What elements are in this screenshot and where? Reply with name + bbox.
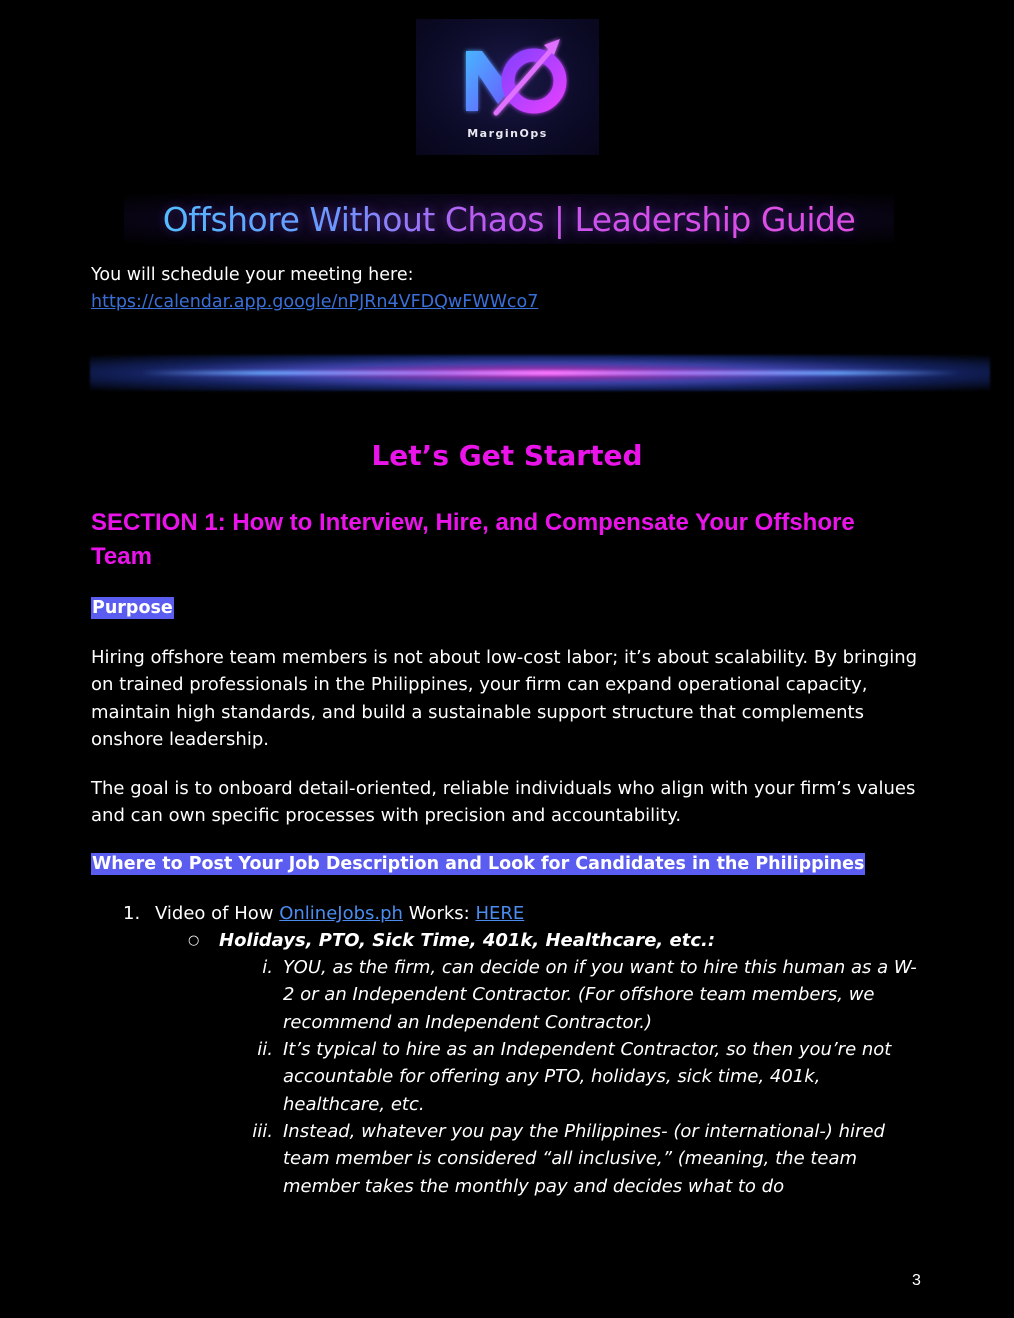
where-to-post-heading <box>91 852 865 876</box>
roman-list-item <box>257 1036 928 1118</box>
purpose-paragraph-2: The goal is to onboard detail-oriented, reliable individuals who align with your firm’s values and can own specific processes with precision and accountability. <box>91 778 916 827</box>
roman-item-text: It’s typical to hire as an Independent Contractor, so then you’re not accountable for offering any PTO, holidays, sick time, 401k, healthcare, etc. <box>283 1039 892 1115</box>
roman-numeral: i. <box>262 957 273 978</box>
roman-list-item <box>252 1118 928 1200</box>
document-title-banner <box>124 194 894 244</box>
list-item-middle: Works: <box>402 903 476 924</box>
here-link[interactable]: HERE <box>475 903 525 924</box>
purpose-label: Purpose <box>92 598 173 618</box>
schedule-text: You will schedule your meeting here: <box>91 265 414 285</box>
section-heading: SECTION 1: How to Interview, Hire, and Compensate Your Offshore Team <box>91 509 855 570</box>
roman-list-item <box>262 954 928 1036</box>
purpose-paragraph-1: Hiring offshore team members is not about low-cost labor; it’s about scalability. By bringing on trained professionals in the Philippines, your firm can expand operational capacity, maintain high standards, and build a sustainable support structure that complements onshore leadership. <box>91 647 918 750</box>
list-number: 1. <box>123 903 141 924</box>
sub-list-label: Holidays, PTO, Sick Time, 401k, Healthcare, etc.: <box>219 930 716 951</box>
glow-divider-core <box>140 371 960 375</box>
document-title: Offshore Without Chaos | Leadership Guide <box>162 199 856 239</box>
roman-numeral: ii. <box>257 1039 273 1060</box>
brand-name: MarginOps <box>467 127 548 140</box>
roman-numeral: iii. <box>252 1121 273 1142</box>
roman-item-text: YOU, as the firm, can decide on if you want to hire this human as a W-2 or an Independent Contractor. (For offshore team members, we recommend an Independent Contractor.) <box>283 957 917 1033</box>
hollow-bullet-icon: ○ <box>188 933 200 948</box>
intro-heading: Let’s Get Started <box>371 439 643 472</box>
marginops-logo <box>416 19 599 155</box>
onlinejobs-link[interactable]: OnlineJobs.ph <box>279 903 403 924</box>
page-number: 3 <box>912 1272 921 1289</box>
purpose-heading <box>91 596 174 620</box>
schedule-link[interactable]: https://calendar.app.google/nPJRn4VFDQwFWWco7 <box>91 292 539 312</box>
list-item <box>123 900 524 927</box>
sub-list-item <box>188 927 715 954</box>
roman-item-text: Instead, whatever you pay the Philippines- (or international-) hired team member is considered “all inclusive,” (meaning, the team member takes the monthly pay and decides what to do <box>283 1121 885 1197</box>
where-to-post-label: Where to Post Your Job Description and Look for Candidates in the Philippines <box>92 854 865 874</box>
list-item-prefix: Video of How <box>155 903 280 924</box>
